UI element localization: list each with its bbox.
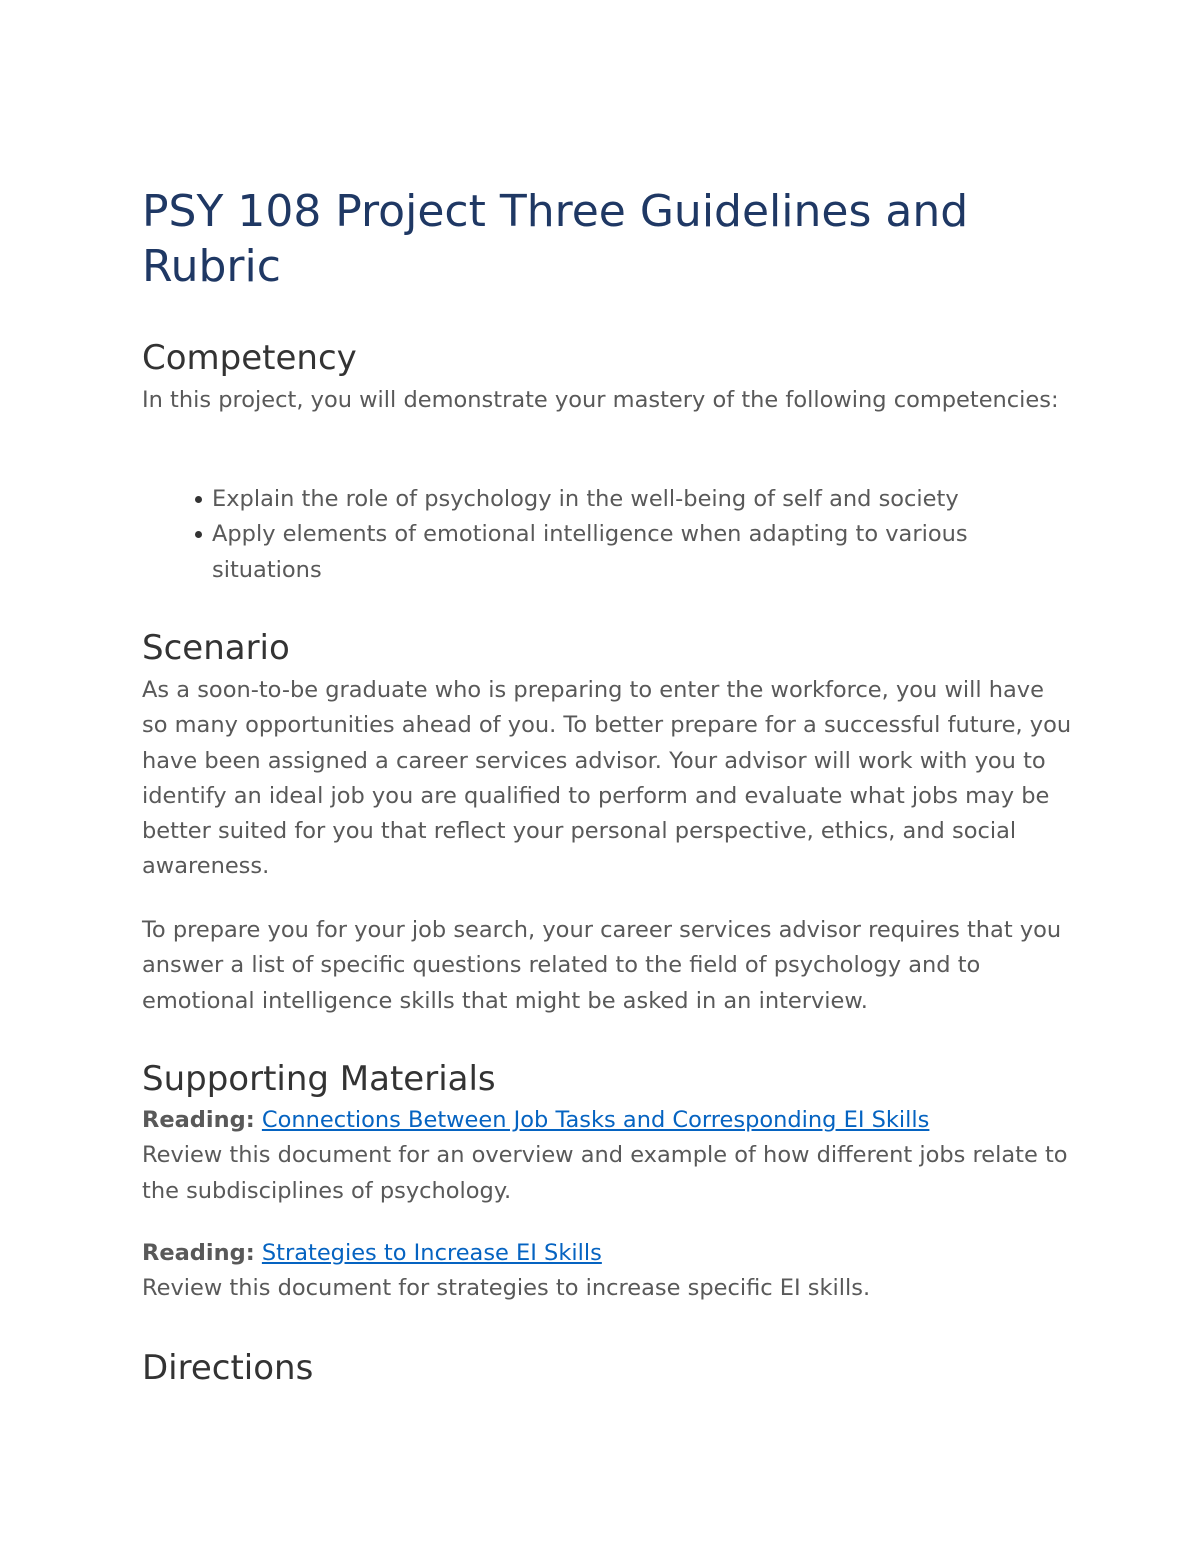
reading-label: Reading: [142, 1107, 255, 1133]
competency-list [142, 482, 1072, 588]
competency-intro: In this project, you will demonstrate your mastery of the following competencies: [142, 387, 1059, 413]
bullet-icon [195, 531, 202, 538]
competency-item-text: Apply elements of emotional intelligence when adapting to various situations [212, 521, 968, 583]
scenario-paragraph-2: To prepare you for your job search, your career services advisor requires that you answer a list of specific questions related to the field of psychology and to emotional intelligence skills that might be asked in an interview. [142, 917, 1062, 1014]
bullet-icon [195, 496, 202, 503]
reading-label: Reading: [142, 1240, 255, 1266]
reading-link-job-tasks-ei-skills[interactable]: Connections Between Job Tasks and Corresponding EI Skills [261, 1107, 930, 1133]
reading-1 [142, 1103, 1072, 1209]
competency-item-text: Explain the role of psychology in the well-being of self and society [212, 486, 959, 512]
scenario-paragraph-1: As a soon-to-be graduate who is preparing to enter the workforce, you will have so many opportunities ahead of you. To better prepare for a successful future, you have been assigned a career services advisor. Your advisor will work with you to identify an ideal job you are qualified to perform and evaluate what jobs may be better suited for you that reflect your personal perspective, ethics, and social awareness. [142, 677, 1072, 880]
page-title: PSY 108 Project Three Guidelines and Rubric [142, 186, 969, 292]
reading-link-strategies-ei-skills[interactable]: Strategies to Increase EI Skills [261, 1240, 602, 1266]
list-item [142, 482, 1072, 517]
reading-description: Review this document for strategies to increase specific EI skills. [142, 1275, 871, 1302]
directions-heading: Directions [142, 1348, 314, 1388]
list-item [142, 517, 1072, 588]
supporting-materials-heading: Supporting Materials [142, 1059, 496, 1099]
scenario-heading: Scenario [142, 628, 290, 668]
competency-heading: Competency [142, 338, 357, 378]
reading-description: Review this document for an overview and example of how different jobs relate to the subdisciplines of psychology. [142, 1142, 1068, 1204]
reading-2 [142, 1236, 1072, 1307]
